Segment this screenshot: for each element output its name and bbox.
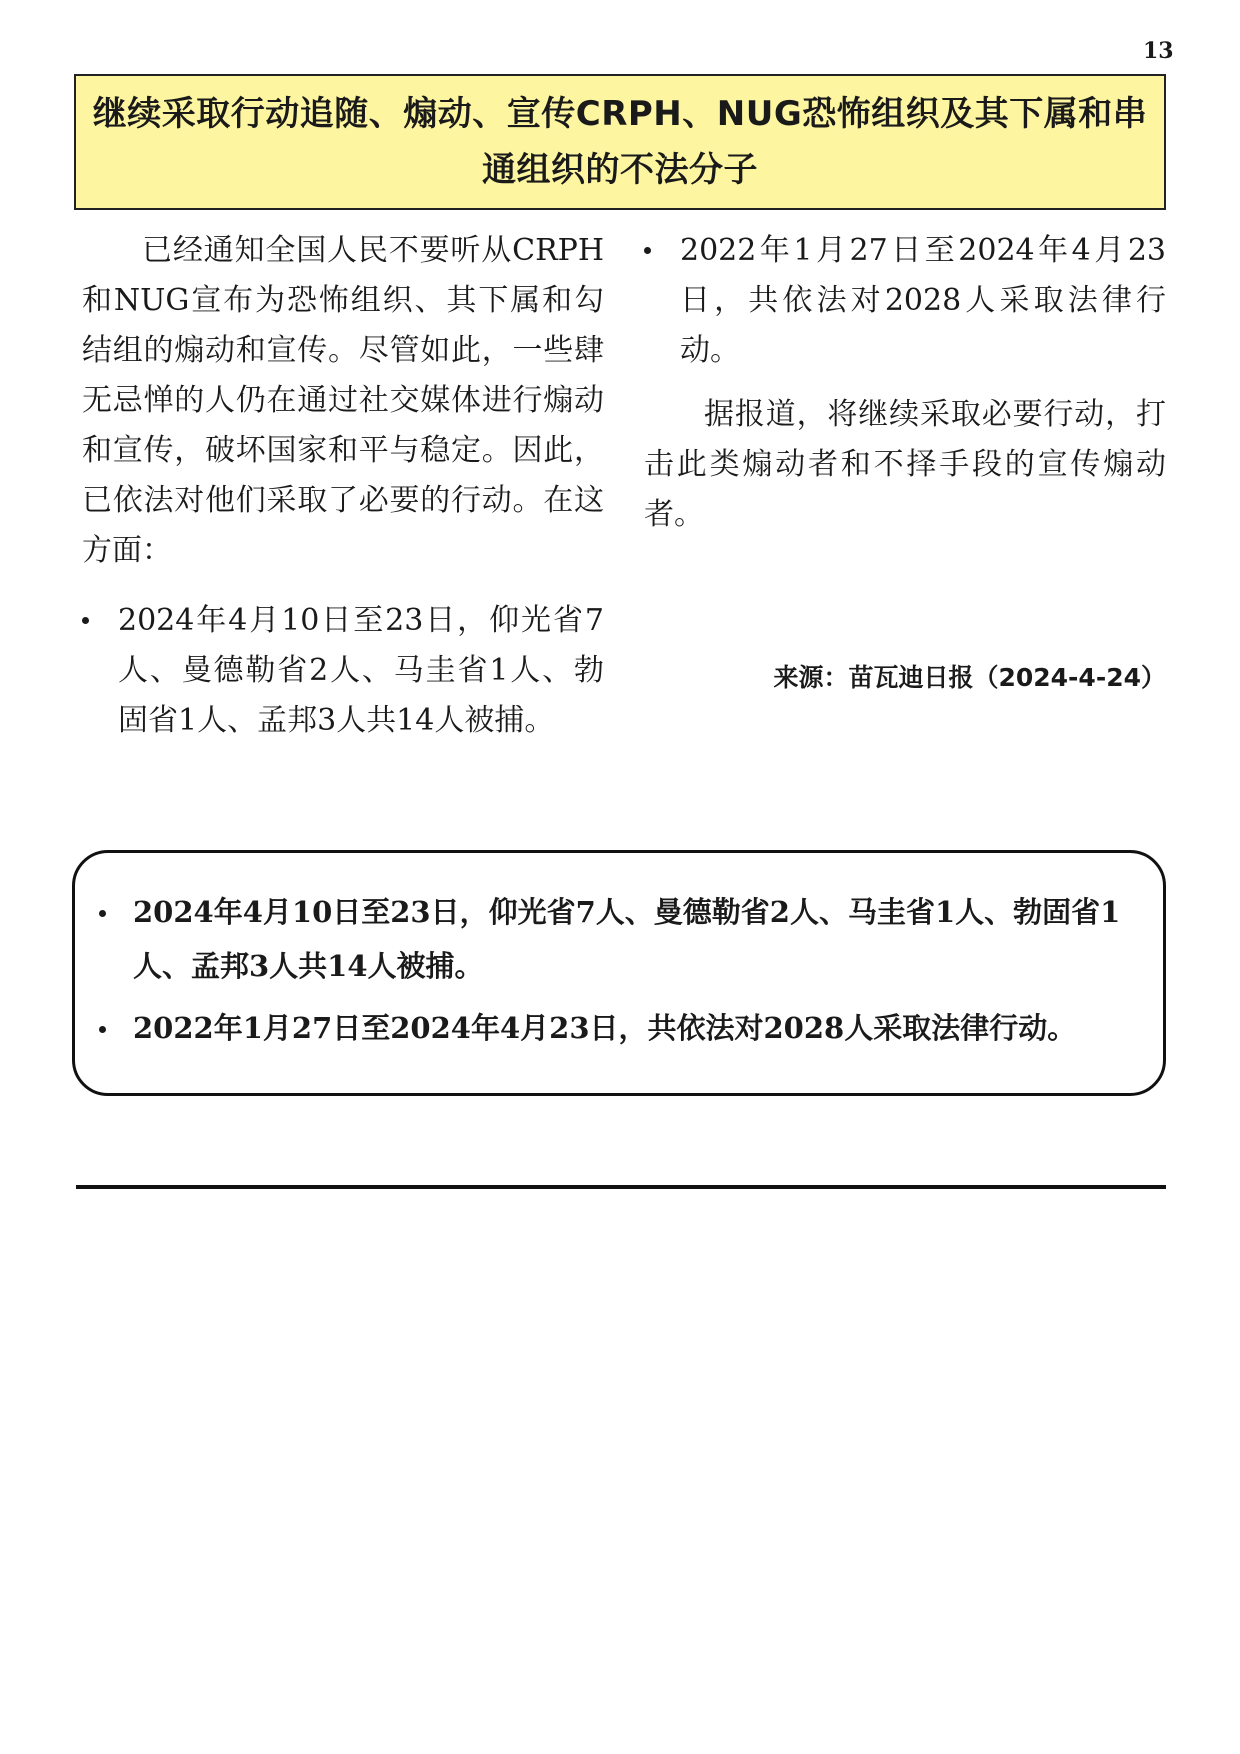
- summary-list: [97, 885, 1139, 1055]
- left-bullet-list: [82, 596, 604, 746]
- bullet-icon: [99, 1026, 106, 1033]
- list-item: [644, 226, 1166, 376]
- bullet-text: 2024年4月10日至23日，仰光省7人、曼德勒省2人、马圭省1人、勃固省1人、孟邦3人共14人被捕。: [118, 603, 604, 738]
- right-column: [644, 226, 1166, 540]
- bullet-icon: [644, 247, 651, 254]
- right-bullet-list: [644, 226, 1166, 376]
- bullet-text: 2022年1月27日至2024年4月23日，共依法对2028人采取法律行动。: [680, 233, 1166, 368]
- summary-text: 2022年1月27日至2024年4月23日，共依法对2028人采取法律行动。: [133, 1011, 1077, 1045]
- article-title: 继续采取行动追随、煽动、宣传CRPH、NUG恐怖组织及其下属和串通组织的不法分子: [92, 94, 1148, 190]
- bullet-icon: [99, 910, 106, 917]
- summary-item: [97, 1001, 1139, 1055]
- source-credit: 来源：苗瓦迪日报（2024-4-24）: [773, 663, 1166, 692]
- summary-item: [97, 885, 1139, 993]
- left-column: [82, 226, 604, 746]
- page-number: 13: [1143, 38, 1174, 64]
- list-item: [82, 596, 604, 746]
- intro-paragraph: 已经通知全国人民不要听从CRPH和NUG宣布为恐怖组织、其下属和勾结组的煽动和宣传。尽管如此，一些肆无忌惮的人仍在通过社交媒体进行煽动和宣传，破坏国家和平与稳定。因此，已依法对他们采取了必要的行动。在这方面：: [82, 233, 604, 568]
- title-banner: [74, 74, 1166, 210]
- summary-text: 2024年4月10日至23日，仰光省7人、曼德勒省2人、马圭省1人、勃固省1人、孟邦3人共14人被捕。: [133, 895, 1121, 983]
- bottom-divider: [76, 1185, 1166, 1189]
- closing-paragraph: 据报道，将继续采取必要行动，打击此类煽动者和不择手段的宣传煽动者。: [644, 397, 1166, 532]
- summary-box: [72, 850, 1166, 1096]
- bullet-icon: [82, 617, 89, 624]
